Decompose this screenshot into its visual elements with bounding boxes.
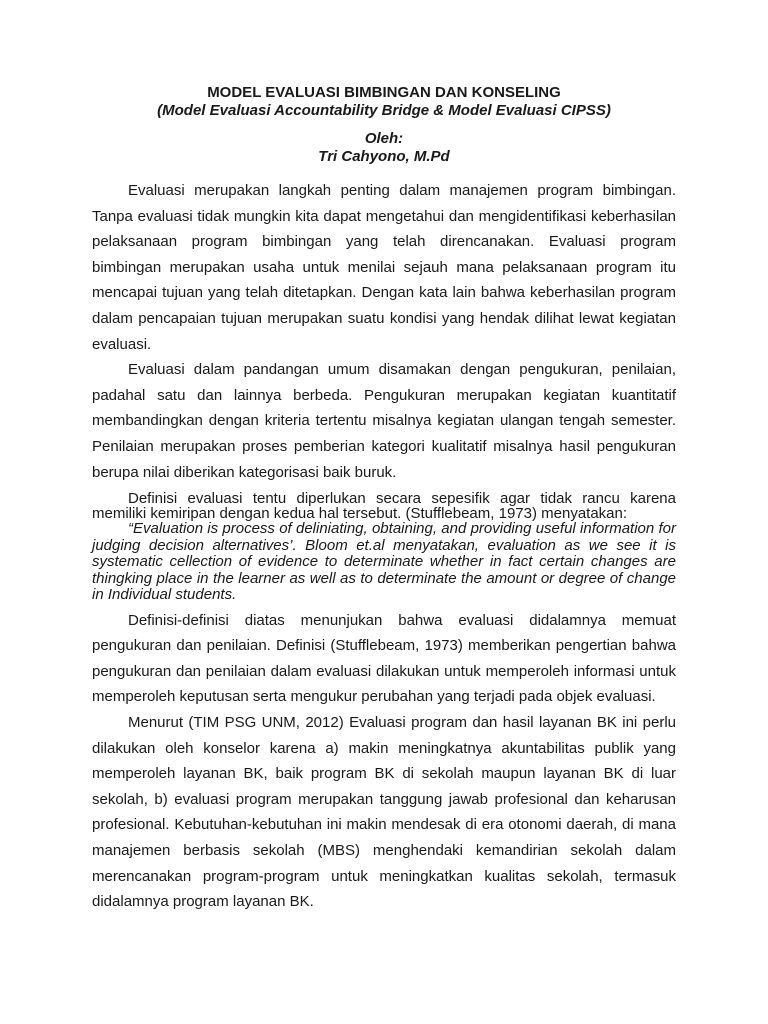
- document-page: [92, 84, 676, 915]
- paragraph-3: Definisi evaluasi tentu diperlukan secara sepesifik agar tidak rancu karena memiliki kemiripan dengan kedua hal tersebut. (Stufflebeam, 1973) menyatakan:: [92, 490, 676, 523]
- paragraph-1: Evaluasi merupakan langkah penting dalam manajemen program bimbingan. Tanpa evaluasi tidak mungkin kita dapat mengetahui dan mengidentifikasi keberhasilan pelaksanaan program bimbingan yang telah direncanakan. Evaluasi program bimbingan merupakan usaha untuk menilai sejauh mana pelaksanaan program itu mencapai tujuan yang telah ditetapkan. Dengan kata lain bahwa keberhasilan program dalam pencapaian tujuan merupakan suatu kondisi yang hendak dilihat lewat kegiatan evaluasi.: [92, 182, 676, 353]
- paragraph-4: Definisi-definisi diatas menunjukan bahwa evaluasi didalamnya memuat pengukuran dan penilaian. Definisi (Stufflebeam, 1973) memberikan pengertian bahwa pengukuran dan penilaian dalam evaluasi dilakukan untuk memperoleh informasi untuk memperoleh keputusan serta mengukur perubahan yang terjadi pada objek evaluasi.: [92, 611, 676, 706]
- byline-label: Oleh:: [364, 130, 404, 147]
- document-title: MODEL EVALUASI BIMBINGAN DAN KONSELING: [207, 84, 561, 101]
- document-subtitle: (Model Evaluasi Accountability Bridge & Model Evaluasi CIPSS): [157, 102, 611, 119]
- paragraph-5: Menurut (TIM PSG UNM, 2012) Evaluasi program dan hasil layanan BK ini perlu dilakukan oleh konselor karena a) makin meningkatnya akuntabilitas publik yang memperoleh layanan BK, baik program BK di sekolah maupun layanan BK di luar sekolah, b) evaluasi program merupakan tanggung jawab profesional dan keharusan profesional. Kebutuhan-kebutuhan ini makin mendesak di era otonomi daerah, di mana manajemen berbasis sekolah (MBS) menghendaki kemandirian sekolah dalam merencanakan program-program untuk meningkatkan kualitas sekolah, termasuk didalamnya program layanan BK.: [92, 714, 676, 911]
- quote-block: “Evaluation is process of deliniating, obtaining, and providing useful information for judging decision alternatives’. Bloom et.al menyatakan, evaluation as we see it is systematic cellection of evidence to determinate whether in fact certain changes are thingking place in the learner as well as to determinate the amount or degree of change in Individual students.: [92, 520, 676, 604]
- author-name: Tri Cahyono, M.Pd: [318, 148, 450, 165]
- paragraph-2: Evaluasi dalam pandangan umum disamakan dengan pengukuran, penilaian, padahal satu dan lainnya berbeda. Pengukuran merupakan kegiatan kuantitatif membandingkan dengan kriteria tertentu misalnya kegiatan ulangan tengah semester. Penilaian merupakan proses pemberian kategori kualitatif misalnya hasil pengukuran berupa nilai diberikan kategorisasi baik buruk.: [92, 361, 676, 481]
